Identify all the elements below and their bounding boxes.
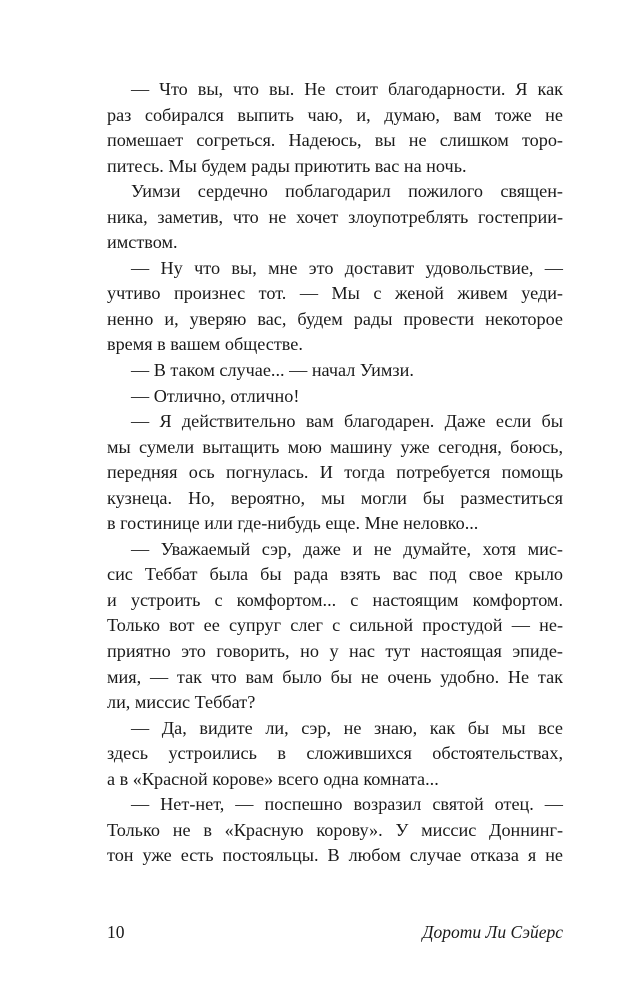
- text-line: учтиво произнес тот. — Мы с женой живем уеди-: [107, 283, 563, 304]
- text-line: имством.: [107, 232, 178, 253]
- text-line: питесь. Мы будем рады приютить вас на ночь.: [107, 155, 467, 176]
- page-number: 10: [107, 922, 125, 942]
- text-line: помешает согреться. Надеюсь, вы не слишком торо-: [107, 130, 563, 151]
- text-line: передняя ось погнулась. И тогда потребуется помощь: [107, 462, 563, 483]
- text-line: — Ну что вы, мне это доставит удовольствие, —: [131, 257, 563, 278]
- text-line: и устроить с комфортом... с настоящим комфортом.: [107, 589, 563, 610]
- text-line: — Отлично, отлично!: [131, 385, 300, 406]
- text-line: сис Теббат была бы рада взять вас под свое крыло: [107, 564, 563, 585]
- text-line: — Да, видите ли, сэр, не знаю, как бы мы все: [131, 717, 563, 738]
- text-line: ника, заметив, что не хочет злоупотреблять гостеприи-: [107, 206, 563, 227]
- text-line: — Что вы, что вы. Не стоит благодарности. Я как: [131, 79, 563, 99]
- text-line: кузнеца. Но, вероятно, мы могли бы разместиться: [107, 487, 563, 508]
- text-line: в гостинице или где-нибудь еще. Мне неловко...: [107, 513, 479, 534]
- running-title: Дороти Ли Сэйерс: [422, 922, 563, 942]
- text-line: мы сумели вытащить мою машину уже сегодня, боюсь,: [107, 436, 563, 457]
- page-footer: [107, 922, 563, 946]
- text-line: Только вот ее супруг слег с сильной простудой — не-: [107, 615, 563, 636]
- text-line: Только не в «Красную корову». У миссис Доннинг-: [107, 819, 563, 840]
- text-line: ненно и, уверяю вас, будем рады провести некоторое: [107, 308, 563, 329]
- body-text: [107, 77, 563, 869]
- text-line: время в вашем обществе.: [107, 334, 303, 355]
- text-line: — Я действительно вам благодарен. Даже если бы: [131, 411, 563, 432]
- text-line: — В таком случае... — начал Уимзи.: [131, 360, 414, 381]
- text-line: раз собирался выпить чаю, и, думаю, вам тоже не: [107, 104, 563, 125]
- text-line: ли, миссис Теббат?: [107, 692, 256, 713]
- text-line: — Нет-нет, — поспешно возразил святой отец. —: [131, 794, 563, 815]
- text-line: Уимзи сердечно поблагодарил пожилого священ-: [131, 181, 563, 202]
- text-line: приятно это говорить, но у нас тут настоящая эпиде-: [107, 641, 563, 662]
- text-line: а в «Красной корове» всего одна комната...: [107, 768, 439, 789]
- text-line: тон уже есть постояльцы. В любом случае отказа я не: [107, 845, 563, 866]
- text-line: мия, — так что вам было бы не очень удобно. Не так: [107, 666, 563, 687]
- text-line: здесь устроились в сложившихся обстоятельствах,: [107, 743, 563, 764]
- text-line: — Уважаемый сэр, даже и не думайте, хотя мис-: [131, 538, 563, 559]
